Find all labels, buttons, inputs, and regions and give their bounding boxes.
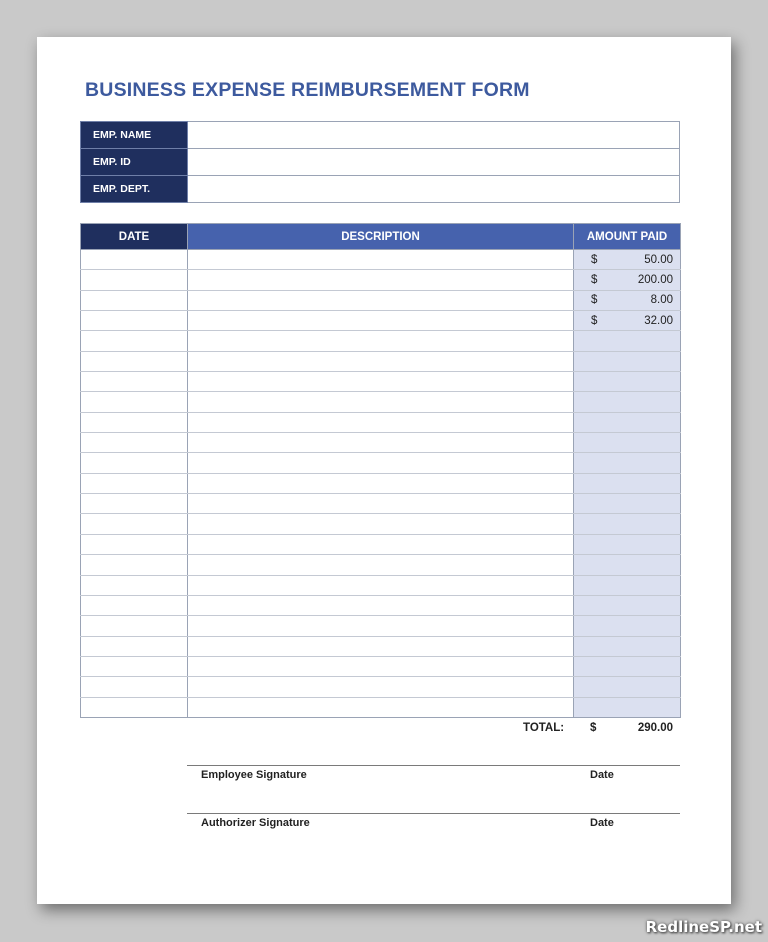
- amount-cell[interactable]: [574, 697, 681, 717]
- date-cell[interactable]: [81, 311, 188, 331]
- amount-cell[interactable]: [574, 514, 681, 534]
- date-cell[interactable]: [81, 473, 188, 493]
- table-row: [81, 433, 681, 453]
- table-row: [81, 534, 681, 554]
- date-cell[interactable]: [81, 616, 188, 636]
- amount-cell[interactable]: [574, 534, 681, 554]
- emp-name-row: [81, 122, 680, 149]
- amount-cell[interactable]: [574, 433, 681, 453]
- total-value: 290.00: [637, 722, 673, 734]
- date-cell[interactable]: [81, 534, 188, 554]
- total-currency: $: [590, 722, 597, 734]
- emp-id-row: [81, 149, 680, 176]
- table-row: [81, 412, 681, 432]
- date-cell[interactable]: [81, 412, 188, 432]
- description-cell[interactable]: [188, 250, 574, 270]
- description-cell[interactable]: [188, 351, 574, 371]
- amount-value: 32.00: [644, 314, 673, 327]
- table-row: [81, 331, 681, 351]
- description-cell[interactable]: [188, 372, 574, 392]
- amount-cell[interactable]: [574, 311, 681, 331]
- total-row: [37, 722, 731, 742]
- amount-cell[interactable]: [574, 575, 681, 595]
- date-cell[interactable]: [81, 392, 188, 412]
- description-cell[interactable]: [188, 412, 574, 432]
- table-row: [81, 656, 681, 676]
- amount-value: 200.00: [637, 274, 673, 287]
- description-cell[interactable]: [188, 555, 574, 575]
- expense-table: [80, 223, 681, 718]
- description-cell[interactable]: [188, 575, 574, 595]
- table-row: [81, 595, 681, 615]
- description-cell[interactable]: [188, 595, 574, 615]
- date-cell[interactable]: [81, 677, 188, 697]
- table-row: [81, 453, 681, 473]
- amount-cell[interactable]: [574, 473, 681, 493]
- emp-id-field[interactable]: [188, 149, 680, 176]
- amount-value: 8.00: [650, 294, 673, 307]
- amount-content: [574, 274, 680, 286]
- description-cell[interactable]: [188, 270, 574, 290]
- emp-dept-field[interactable]: [188, 176, 680, 203]
- table-row: [81, 636, 681, 656]
- amount-content: [574, 294, 680, 306]
- description-cell[interactable]: [188, 514, 574, 534]
- amount-currency: $: [591, 274, 598, 287]
- emp-dept-label: EMP. DEPT.: [81, 176, 188, 203]
- emp-id-label: EMP. ID: [81, 149, 188, 176]
- amount-value: 50.00: [644, 253, 673, 266]
- date-cell[interactable]: [81, 656, 188, 676]
- amount-cell[interactable]: [574, 636, 681, 656]
- description-cell[interactable]: [188, 697, 574, 717]
- date-cell[interactable]: [81, 453, 188, 473]
- amount-cell[interactable]: [574, 412, 681, 432]
- amount-column-header: AMOUNT PAID: [574, 224, 681, 250]
- date-cell[interactable]: [81, 372, 188, 392]
- description-cell[interactable]: [188, 636, 574, 656]
- amount-cell[interactable]: [574, 392, 681, 412]
- amount-cell[interactable]: [574, 616, 681, 636]
- authorizer-signature-line[interactable]: [187, 813, 680, 814]
- amount-cell[interactable]: [574, 290, 681, 310]
- date-cell[interactable]: [81, 555, 188, 575]
- date-cell[interactable]: [81, 494, 188, 514]
- emp-name-field[interactable]: [188, 122, 680, 149]
- date-cell[interactable]: [81, 290, 188, 310]
- description-cell[interactable]: [188, 656, 574, 676]
- expense-rows: [81, 250, 681, 718]
- date-cell[interactable]: [81, 331, 188, 351]
- description-column-header: DESCRIPTION: [188, 224, 574, 250]
- amount-cell[interactable]: [574, 270, 681, 290]
- description-cell[interactable]: [188, 311, 574, 331]
- table-row: [81, 392, 681, 412]
- description-cell[interactable]: [188, 290, 574, 310]
- date-cell[interactable]: [81, 636, 188, 656]
- table-row: [81, 555, 681, 575]
- description-cell[interactable]: [188, 392, 574, 412]
- table-row: [81, 270, 681, 290]
- authorizer-signature-label: Authorizer Signature: [201, 817, 310, 829]
- date-cell[interactable]: [81, 270, 188, 290]
- employee-signature-line[interactable]: [187, 765, 680, 766]
- form-title: BUSINESS EXPENSE REIMBURSEMENT FORM: [85, 79, 530, 101]
- amount-currency: $: [591, 294, 598, 307]
- date-cell[interactable]: [81, 250, 188, 270]
- emp-dept-row: [81, 176, 680, 203]
- amount-content: [574, 254, 680, 266]
- authorizer-date-label: Date: [590, 817, 614, 829]
- amount-content: [574, 315, 680, 327]
- description-cell[interactable]: [188, 616, 574, 636]
- date-cell[interactable]: [81, 514, 188, 534]
- amount-currency: $: [591, 253, 598, 266]
- form-page: [37, 37, 731, 904]
- date-cell[interactable]: [81, 697, 188, 717]
- table-row: [81, 677, 681, 697]
- amount-cell[interactable]: [574, 595, 681, 615]
- date-cell[interactable]: [81, 595, 188, 615]
- amount-cell[interactable]: [574, 372, 681, 392]
- table-row: [81, 250, 681, 270]
- date-column-header: DATE: [81, 224, 188, 250]
- description-cell[interactable]: [188, 473, 574, 493]
- table-row: [81, 575, 681, 595]
- table-row: [81, 697, 681, 717]
- expense-header-row: [81, 224, 681, 250]
- table-row: [81, 616, 681, 636]
- description-cell[interactable]: [188, 433, 574, 453]
- table-row: [81, 290, 681, 310]
- table-row: [81, 351, 681, 371]
- employee-info-table: [80, 121, 680, 203]
- amount-cell[interactable]: [574, 494, 681, 514]
- table-row: [81, 311, 681, 331]
- amount-cell[interactable]: [574, 555, 681, 575]
- emp-name-label: EMP. NAME: [81, 122, 188, 149]
- description-cell[interactable]: [188, 534, 574, 554]
- table-row: [81, 473, 681, 493]
- table-row: [81, 372, 681, 392]
- amount-cell[interactable]: [574, 677, 681, 697]
- watermark: RedlineSP.net: [645, 918, 762, 936]
- amount-cell[interactable]: [574, 331, 681, 351]
- description-cell[interactable]: [188, 677, 574, 697]
- amount-currency: $: [591, 314, 598, 327]
- description-cell[interactable]: [188, 494, 574, 514]
- employee-signature-label: Employee Signature: [201, 769, 307, 781]
- date-cell[interactable]: [81, 575, 188, 595]
- total-label: TOTAL:: [523, 722, 565, 734]
- employee-date-label: Date: [590, 769, 614, 781]
- amount-cell[interactable]: [574, 351, 681, 371]
- description-cell[interactable]: [188, 453, 574, 473]
- description-cell[interactable]: [188, 331, 574, 351]
- date-cell[interactable]: [81, 351, 188, 371]
- table-row: [81, 494, 681, 514]
- date-cell[interactable]: [81, 433, 188, 453]
- table-row: [81, 514, 681, 534]
- amount-cell[interactable]: [574, 453, 681, 473]
- amount-cell[interactable]: [574, 250, 681, 270]
- amount-cell[interactable]: [574, 656, 681, 676]
